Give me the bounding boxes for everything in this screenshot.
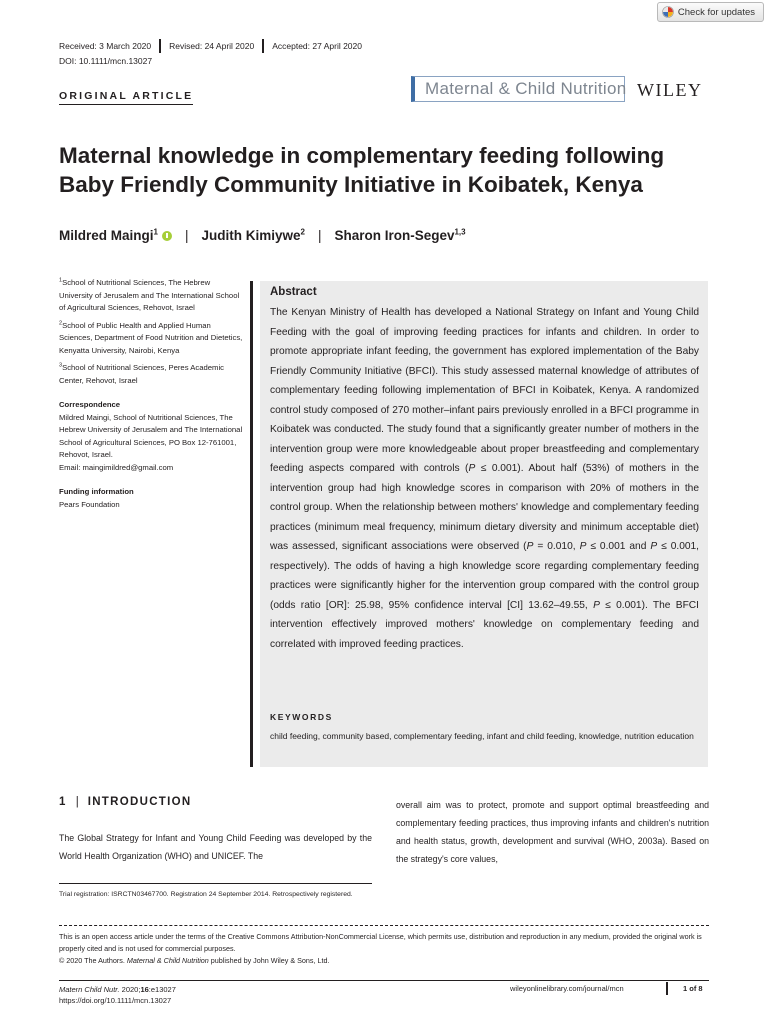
footer-rule <box>59 980 709 981</box>
page-number: 1 of 8 <box>683 984 703 993</box>
footer-divider <box>666 982 668 995</box>
author-name[interactable]: Sharon Iron-Segev$^{1,3}$ <box>334 227 466 243</box>
section-heading <box>59 796 191 808</box>
article-info-sidebar <box>59 277 245 523</box>
abstract-rule <box>250 281 253 767</box>
date-divider <box>159 39 161 53</box>
crossmark-icon <box>662 6 674 18</box>
correspondence-heading: Correspondence <box>59 400 121 409</box>
trial-registration-footnote: Trial registration: ISRCTN03467700. Registration 24 September 2014. Retrospectively registered. <box>59 891 353 898</box>
affiliations <box>59 277 245 387</box>
keywords-heading: KEYWORDS <box>270 712 333 722</box>
abstract-heading: Abstract <box>270 286 317 298</box>
license-divider <box>59 925 709 926</box>
abstract-text: The Kenyan Ministry of Health has developed a National Strategy on Infant and Young Child Feeding with the goal of improving feeding practices for infants and children. In order to promote appropriate infant feeding, the government has explored implementation of the Baby Friendly Community Initiative (BFCI). This study assessed maternal knowledge of attributes of complementary feeding following implementation of BFCI in Koibatek, Kenya. A randomized control study composed of 270 mother–infant pairs previously enrolled in a BFCI programme in Koibatek was conducted. The study found that a significantly greater number of mothers in the intervention group were more knowledgeable about proper breastfeeding and complementary feeding aspects compared with controls (P ≤ 0.001). About half (53%) of mothers in the intervention group had high knowledge scores in comparison with 20% of mothers in the control group. When the relationship between mothers' knowledge and complementary feeding practices (minimum meal frequency, minimum dietary diversity and minimum acceptable diet) was assessed, significant associations were observed (P = 0.010, P ≤ 0.001 and P ≤ 0.001, respectively). The odds of having a high knowledge score regarding complementary feeding practices were significantly higher for the intervention group compared with the control group (odds ratio [OR]: 25.98, 95% confidence interval [CI] 13.62–49.55, P ≤ 0.001). The BFCI intervention effectively improved mothers' knowledge on complementary feeding and correlated with improved feeding practices. <box>270 307 700 650</box>
footnote-rule <box>59 883 372 884</box>
section-title: INTRODUCTION <box>87 796 192 808</box>
article-title: Maternal knowledge in complementary feeding following Baby Friendly Community Initiative in Koibatek, Kenya <box>59 143 665 197</box>
article-type: ORIGINAL ARTICLE <box>59 90 193 105</box>
affiliation: $^2$School of Public Health and Applied Human Sciences, Department of Food Nutrition and Dietetics, Kenyatta University, Nairobi, Kenya <box>59 319 243 355</box>
affiliation: $^1$School of Nutritional Sciences, The Hebrew University of Jerusalem and The International School of Agricultural Sciences, Rehovot, Israel <box>59 277 240 312</box>
article-dates <box>59 39 362 53</box>
journal-name: Maternal & Child Nutrition <box>425 79 627 98</box>
intro-paragraph-left: The Global Strategy for Infant and Young Child Feeding was developed by the World Health Organization (WHO) and UNICEF. The <box>59 833 372 861</box>
check-for-updates-button[interactable] <box>657 2 764 22</box>
doi[interactable]: DOI: 10.1111/mcn.13027 <box>59 56 153 66</box>
accepted-date: Accepted: 27 April 2020 <box>272 41 362 51</box>
received-date: Received: 3 March 2020 <box>59 41 152 51</box>
correspondence-email[interactable]: Email: maingimildred@gmail.com <box>59 462 174 472</box>
date-divider <box>262 39 264 53</box>
funding-heading: Funding information <box>59 487 134 496</box>
check-for-updates-label: Check for updates <box>677 6 755 18</box>
author-divider: | <box>184 228 189 243</box>
affiliation: $^3$School of Nutritional Sciences, Peres Academic Center, Rehovot, Israel <box>59 362 225 385</box>
section-number: 1 <box>59 796 67 808</box>
correspondence-address: Mildred Maingi, School of Nutritional Sciences, The Hebrew University of Jerusalem and The International School of Agricultural Sciences, PO Box 12-761001, Rehovot, Israel. <box>59 412 243 459</box>
intro-paragraph-right: overall aim was to protect, promote and support optimal breastfeeding and complementary feeding practices, thus improving infants and children's nutrition and health status, growth, development and survival (WHO, 2003a). Based on the strategy's core values, <box>396 800 709 864</box>
author-name[interactable]: Mildred Maingi$^1$ <box>59 227 158 243</box>
funding <box>59 486 245 511</box>
publisher-logo: WILEY <box>637 80 703 100</box>
license-text: This is an open access article under the terms of the Creative Commons Attribution-NonCommercial License, which permits use, distribution and reproduction in any medium, provided the original work is properly cited and is not used for commercial purposes. © 2020 The Authors. Maternal & Child Nutrition published by John Wiley & Sons, Ltd. <box>59 932 702 965</box>
author-name[interactable]: Judith Kimiywe$^2$ <box>201 227 305 243</box>
keywords-list: child feeding, community based, complementary feeding, infant and child feeding, knowledge, nutrition education <box>270 731 694 741</box>
revised-date: Revised: 24 April 2020 <box>169 41 255 51</box>
correspondence <box>59 399 245 474</box>
footer-doi-link[interactable]: https://doi.org/10.1111/mcn.13027 <box>59 996 172 1005</box>
section-divider: | <box>75 796 79 808</box>
author-list <box>59 228 466 243</box>
author-divider: | <box>317 228 322 243</box>
funding-text: Pears Foundation <box>59 499 120 509</box>
orcid-icon[interactable] <box>162 231 172 241</box>
journal-logo <box>411 76 625 102</box>
footer-citation: Matern Child Nutr. 2020;16:e13027 https://doi.org/10.1111/mcn.13027 <box>59 985 176 1005</box>
journal-site-link[interactable]: wileyonlinelibrary.com/journal/mcn <box>510 984 624 993</box>
